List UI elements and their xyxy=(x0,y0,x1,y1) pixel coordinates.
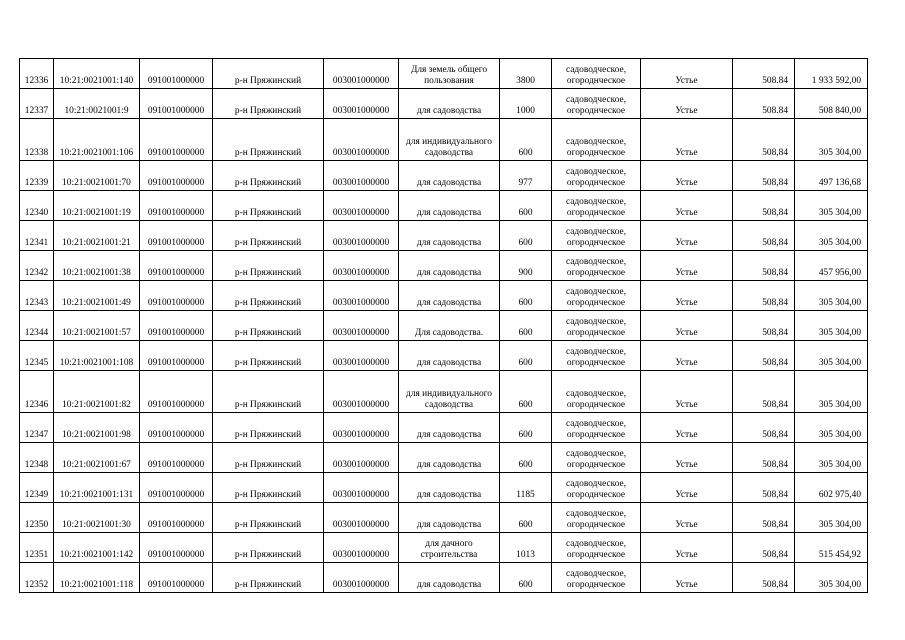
row-number: 12343 xyxy=(20,281,54,311)
row-number: 12351 xyxy=(20,533,54,563)
land-category: садоводческое, огороднческое xyxy=(552,371,641,413)
locality: Устье xyxy=(641,191,733,221)
locality: Устье xyxy=(641,251,733,281)
table-row xyxy=(20,563,868,593)
specific-value: 508,84 xyxy=(733,533,795,563)
permitted-use: для дачного строительства xyxy=(399,533,500,563)
oktmo-code: 003001000000 xyxy=(324,89,399,119)
table-body xyxy=(20,59,868,593)
cadastral-value: 497 136,68 xyxy=(795,161,868,191)
oktmo-code: 003001000000 xyxy=(324,311,399,341)
okato-code: 091001000000 xyxy=(140,281,213,311)
district: р-н Пряжинский xyxy=(213,341,324,371)
cadastral-number: 10:21:0021001:38 xyxy=(54,251,140,281)
locality: Устье xyxy=(641,89,733,119)
district: р-н Пряжинский xyxy=(213,311,324,341)
permitted-use: для индивидуального садоводства xyxy=(399,371,500,413)
land-category: садоводческое, огороднческое xyxy=(552,311,641,341)
area: 900 xyxy=(500,251,552,281)
cadastral-number: 10:21:0021001:98 xyxy=(54,413,140,443)
table-row xyxy=(20,533,868,563)
table-row xyxy=(20,191,868,221)
cadastral-value: 305 304,00 xyxy=(795,443,868,473)
specific-value: 508,84 xyxy=(733,221,795,251)
district: р-н Пряжинский xyxy=(213,89,324,119)
permitted-use: для садоводства xyxy=(399,443,500,473)
oktmo-code: 003001000000 xyxy=(324,119,399,161)
district: р-н Пряжинский xyxy=(213,413,324,443)
table-row xyxy=(20,89,868,119)
oktmo-code: 003001000000 xyxy=(324,371,399,413)
land-category: садоводческое, огороднческое xyxy=(552,191,641,221)
locality: Устье xyxy=(641,281,733,311)
cadastral-number: 10:21:0021001:142 xyxy=(54,533,140,563)
row-number: 12349 xyxy=(20,473,54,503)
permitted-use: для садоводства xyxy=(399,221,500,251)
cadastral-value: 305 304,00 xyxy=(795,341,868,371)
row-number: 12350 xyxy=(20,503,54,533)
area: 977 xyxy=(500,161,552,191)
specific-value: 508,84 xyxy=(733,281,795,311)
permitted-use: для садоводства xyxy=(399,503,500,533)
cadastral-value: 1 933 592,00 xyxy=(795,59,868,89)
specific-value: 508,84 xyxy=(733,563,795,593)
specific-value: 508,84 xyxy=(733,251,795,281)
cadastral-number: 10:21:0021001:9 xyxy=(54,89,140,119)
row-number: 12341 xyxy=(20,221,54,251)
permitted-use: для садоводства xyxy=(399,161,500,191)
locality: Устье xyxy=(641,311,733,341)
cadastral-number: 10:21:0021001:108 xyxy=(54,341,140,371)
area: 600 xyxy=(500,341,552,371)
permitted-use: для индивидуального садоводства xyxy=(399,119,500,161)
cadastral-value: 508 840,00 xyxy=(795,89,868,119)
cadastral-value: 305 304,00 xyxy=(795,371,868,413)
cadastral-value: 305 304,00 xyxy=(795,119,868,161)
district: р-н Пряжинский xyxy=(213,473,324,503)
land-category: садоводческое, огороднческое xyxy=(552,119,641,161)
locality: Устье xyxy=(641,563,733,593)
locality: Устье xyxy=(641,533,733,563)
row-number: 12337 xyxy=(20,89,54,119)
area: 600 xyxy=(500,191,552,221)
permitted-use: для садоводства xyxy=(399,473,500,503)
locality: Устье xyxy=(641,59,733,89)
permitted-use: Для садоводства. xyxy=(399,311,500,341)
cadastral-value: 305 304,00 xyxy=(795,191,868,221)
okato-code: 091001000000 xyxy=(140,413,213,443)
permitted-use: для садоводства xyxy=(399,281,500,311)
table-row xyxy=(20,443,868,473)
district: р-н Пряжинский xyxy=(213,251,324,281)
specific-value: 508,84 xyxy=(733,473,795,503)
cadastral-number: 10:21:0021001:21 xyxy=(54,221,140,251)
cadastral-value: 305 304,00 xyxy=(795,281,868,311)
oktmo-code: 003001000000 xyxy=(324,413,399,443)
okato-code: 091001000000 xyxy=(140,473,213,503)
oktmo-code: 003001000000 xyxy=(324,341,399,371)
district: р-н Пряжинский xyxy=(213,281,324,311)
district: р-н Пряжинский xyxy=(213,503,324,533)
table-row xyxy=(20,503,868,533)
cadastral-number: 10:21:0021001:19 xyxy=(54,191,140,221)
land-category: садоводческое, огороднческое xyxy=(552,533,641,563)
area: 600 xyxy=(500,371,552,413)
okato-code: 091001000000 xyxy=(140,89,213,119)
oktmo-code: 003001000000 xyxy=(324,533,399,563)
oktmo-code: 003001000000 xyxy=(324,473,399,503)
district: р-н Пряжинский xyxy=(213,161,324,191)
permitted-use: Для земель общего пользования xyxy=(399,59,500,89)
permitted-use: для садоводства xyxy=(399,251,500,281)
oktmo-code: 003001000000 xyxy=(324,221,399,251)
district: р-н Пряжинский xyxy=(213,563,324,593)
row-number: 12352 xyxy=(20,563,54,593)
land-category: садоводческое, огороднческое xyxy=(552,221,641,251)
specific-value: 508,84 xyxy=(733,161,795,191)
land-category: садоводческое, огороднческое xyxy=(552,59,641,89)
area: 600 xyxy=(500,311,552,341)
locality: Устье xyxy=(641,413,733,443)
area: 600 xyxy=(500,503,552,533)
land-category: садоводческое, огороднческое xyxy=(552,413,641,443)
oktmo-code: 003001000000 xyxy=(324,281,399,311)
specific-value: 508,84 xyxy=(733,341,795,371)
row-number: 12340 xyxy=(20,191,54,221)
locality: Устье xyxy=(641,371,733,413)
land-category: садоводческое, огороднческое xyxy=(552,251,641,281)
cadastral-number: 10:21:0021001:140 xyxy=(54,59,140,89)
okato-code: 091001000000 xyxy=(140,341,213,371)
okato-code: 091001000000 xyxy=(140,191,213,221)
specific-value: 508,84 xyxy=(733,311,795,341)
specific-value: 508,84 xyxy=(733,503,795,533)
oktmo-code: 003001000000 xyxy=(324,251,399,281)
oktmo-code: 003001000000 xyxy=(324,161,399,191)
row-number: 12348 xyxy=(20,443,54,473)
permitted-use: для садоводства xyxy=(399,413,500,443)
area: 1013 xyxy=(500,533,552,563)
cadastral-value: 305 304,00 xyxy=(795,413,868,443)
row-number: 12342 xyxy=(20,251,54,281)
specific-value: 508.84 xyxy=(733,89,795,119)
locality: Устье xyxy=(641,443,733,473)
area: 600 xyxy=(500,563,552,593)
permitted-use: для садоводства xyxy=(399,191,500,221)
cadastral-number: 10:21:0021001:118 xyxy=(54,563,140,593)
cadastral-number: 10:21:0021001:131 xyxy=(54,473,140,503)
cadastral-number: 10:21:0021001:106 xyxy=(54,119,140,161)
specific-value: 508.84 xyxy=(733,59,795,89)
area: 600 xyxy=(500,281,552,311)
land-category: садоводческое, огороднческое xyxy=(552,503,641,533)
district: р-н Пряжинский xyxy=(213,221,324,251)
specific-value: 508,84 xyxy=(733,371,795,413)
table-row xyxy=(20,371,868,413)
row-number: 12336 xyxy=(20,59,54,89)
cadastral-number: 10:21:0021001:57 xyxy=(54,311,140,341)
district: р-н Пряжинский xyxy=(213,119,324,161)
cadastral-register-table xyxy=(19,58,868,593)
land-category: садоводческое, огороднческое xyxy=(552,341,641,371)
area: 1000 xyxy=(500,89,552,119)
specific-value: 508,84 xyxy=(733,413,795,443)
table-row xyxy=(20,413,868,443)
okato-code: 091001000000 xyxy=(140,119,213,161)
row-number: 12345 xyxy=(20,341,54,371)
row-number: 12338 xyxy=(20,119,54,161)
cadastral-number: 10:21:0021001:30 xyxy=(54,503,140,533)
permitted-use: для садоводства xyxy=(399,563,500,593)
permitted-use: для садоводства xyxy=(399,89,500,119)
cadastral-value: 305 304,00 xyxy=(795,503,868,533)
cadastral-value: 515 454,92 xyxy=(795,533,868,563)
row-number: 12346 xyxy=(20,371,54,413)
locality: Устье xyxy=(641,119,733,161)
district: р-н Пряжинский xyxy=(213,191,324,221)
okato-code: 091001000000 xyxy=(140,59,213,89)
area: 600 xyxy=(500,443,552,473)
table-row xyxy=(20,341,868,371)
district: р-н Пряжинский xyxy=(213,59,324,89)
area: 600 xyxy=(500,413,552,443)
oktmo-code: 003001000000 xyxy=(324,443,399,473)
table-row xyxy=(20,161,868,191)
table-row xyxy=(20,119,868,161)
row-number: 12339 xyxy=(20,161,54,191)
land-category: садоводческое, огороднческое xyxy=(552,473,641,503)
oktmo-code: 003001000000 xyxy=(324,59,399,89)
table-row xyxy=(20,221,868,251)
cadastral-number: 10:21:0021001:49 xyxy=(54,281,140,311)
oktmo-code: 003001000000 xyxy=(324,503,399,533)
table-row xyxy=(20,311,868,341)
row-number: 12344 xyxy=(20,311,54,341)
table-row xyxy=(20,281,868,311)
locality: Устье xyxy=(641,473,733,503)
cadastral-value: 457 956,00 xyxy=(795,251,868,281)
land-category: садоводческое, огороднческое xyxy=(552,443,641,473)
area: 3800 xyxy=(500,59,552,89)
district: р-н Пряжинский xyxy=(213,533,324,563)
land-category: садоводческое, огороднческое xyxy=(552,281,641,311)
table-row xyxy=(20,473,868,503)
table-row xyxy=(20,251,868,281)
cadastral-value: 305 304,00 xyxy=(795,311,868,341)
cadastral-value: 305 304,00 xyxy=(795,221,868,251)
cadastral-value: 602 975,40 xyxy=(795,473,868,503)
cadastral-number: 10:21:0021001:70 xyxy=(54,161,140,191)
okato-code: 091001000000 xyxy=(140,563,213,593)
area: 600 xyxy=(500,119,552,161)
land-category: садоводческое, огороднческое xyxy=(552,563,641,593)
okato-code: 091001000000 xyxy=(140,221,213,251)
okato-code: 091001000000 xyxy=(140,311,213,341)
land-category: садоводческое, огороднческое xyxy=(552,89,641,119)
land-category: садоводческое, огороднческое xyxy=(552,161,641,191)
table-row xyxy=(20,59,868,89)
oktmo-code: 003001000000 xyxy=(324,191,399,221)
okato-code: 091001000000 xyxy=(140,371,213,413)
cadastral-value: 305 304,00 xyxy=(795,563,868,593)
okato-code: 091001000000 xyxy=(140,251,213,281)
okato-code: 091001000000 xyxy=(140,443,213,473)
specific-value: 508,84 xyxy=(733,191,795,221)
locality: Устье xyxy=(641,221,733,251)
oktmo-code: 003001000000 xyxy=(324,563,399,593)
district: р-н Пряжинский xyxy=(213,371,324,413)
area: 1185 xyxy=(500,473,552,503)
okato-code: 091001000000 xyxy=(140,503,213,533)
row-number: 12347 xyxy=(20,413,54,443)
locality: Устье xyxy=(641,503,733,533)
locality: Устье xyxy=(641,341,733,371)
permitted-use: для садоводства xyxy=(399,341,500,371)
area: 600 xyxy=(500,221,552,251)
okato-code: 091001000000 xyxy=(140,533,213,563)
specific-value: 508,84 xyxy=(733,119,795,161)
cadastral-number: 10:21:0021001:82 xyxy=(54,371,140,413)
locality: Устье xyxy=(641,161,733,191)
okato-code: 091001000000 xyxy=(140,161,213,191)
cadastral-number: 10:21:0021001:67 xyxy=(54,443,140,473)
specific-value: 508,84 xyxy=(733,443,795,473)
district: р-н Пряжинский xyxy=(213,443,324,473)
